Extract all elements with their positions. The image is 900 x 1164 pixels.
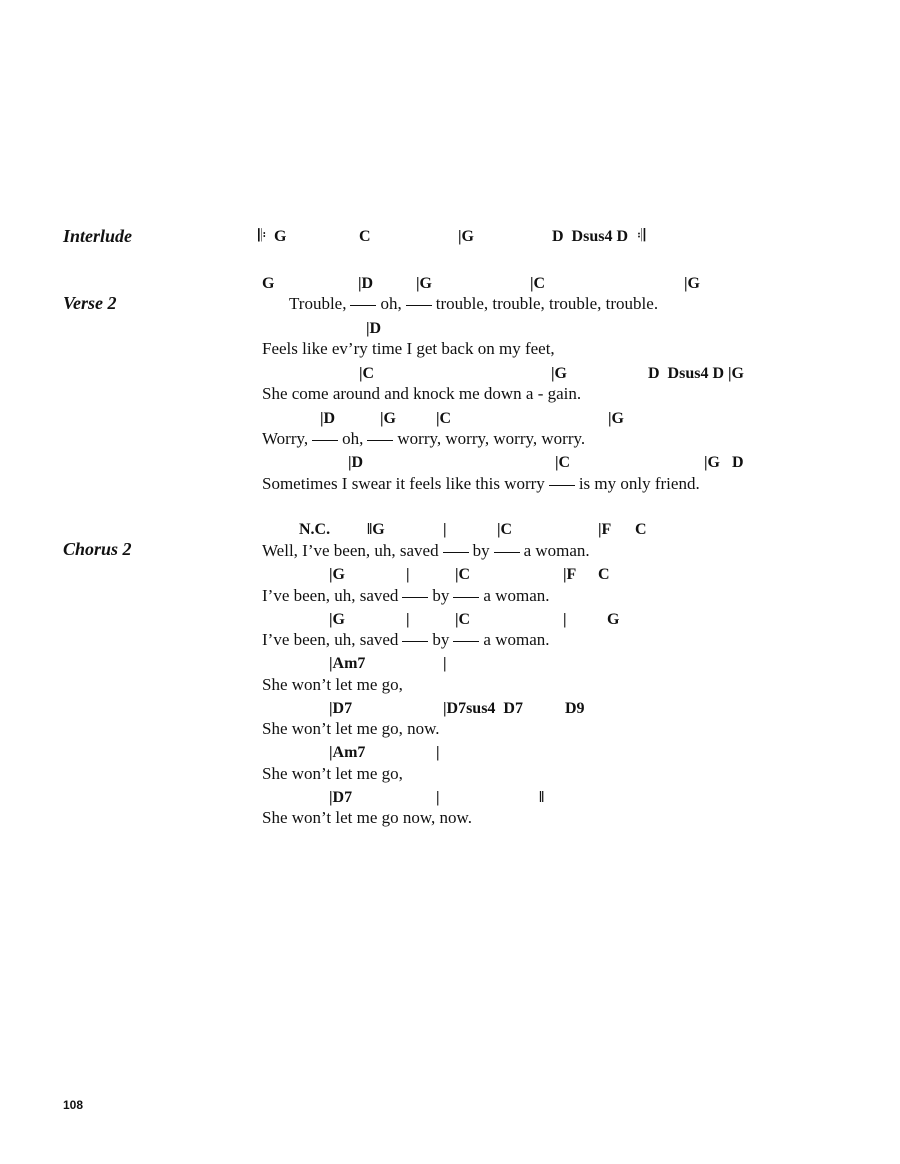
chord: |F	[598, 521, 612, 538]
chord: |D7	[329, 789, 353, 806]
chord: |G	[608, 410, 624, 427]
chord: |D7sus4 D7	[443, 700, 523, 717]
final-bar-line: ‖	[539, 789, 545, 806]
lyric-line: Sometimes I swear it feels like this worry is my only friend.	[262, 474, 700, 493]
chord: |G	[329, 611, 345, 628]
chord: |G	[684, 275, 700, 292]
bar-line: |	[443, 655, 447, 672]
chord: |D	[320, 410, 336, 427]
chord: |G	[416, 275, 432, 292]
chord: |G	[551, 365, 567, 382]
chord: C	[359, 228, 371, 245]
chord: C	[635, 521, 647, 538]
chord: |G D	[704, 454, 744, 471]
lyric-line: Worry, oh, worry, worry, worry, worry.	[262, 429, 586, 448]
lyric-line: She won’t let me go,	[262, 764, 403, 783]
chord: |G	[380, 410, 396, 427]
chord: |D7	[329, 700, 353, 717]
chord: |C	[530, 275, 546, 292]
lyric-line: I’ve been, uh, saved by a woman.	[262, 630, 550, 649]
bar-line: |	[436, 789, 440, 806]
chord: |F	[563, 566, 577, 583]
chord: D9	[565, 700, 585, 717]
chord: G	[607, 611, 620, 628]
lyric-line: She won’t let me go, now.	[262, 719, 440, 738]
section-label-chorus-2: Chorus 2	[63, 539, 132, 559]
lyric-line: Trouble, oh, trouble, trouble, trouble, trouble.	[289, 294, 659, 313]
chord: D Dsus4 D	[552, 228, 629, 245]
lyric-line: I’ve been, uh, saved by a woman.	[262, 586, 550, 605]
lyric-line: She won’t let me go,	[262, 675, 403, 694]
page-number: 108	[63, 1098, 84, 1112]
bar-line: |	[436, 744, 440, 761]
lyric-line: Feels like ev’ry time I get back on my feet,	[262, 339, 555, 358]
chord: |C	[555, 454, 571, 471]
chord: G	[262, 275, 275, 292]
chord: |G	[329, 566, 345, 583]
chord: |C	[359, 365, 375, 382]
chord: |Am7	[329, 744, 366, 761]
section-label-interlude: Interlude	[63, 226, 133, 246]
chord: |D	[348, 454, 364, 471]
chord: |Am7	[329, 655, 366, 672]
bar-line: |	[443, 521, 447, 538]
repeat-start-sign: 𝄆	[258, 226, 267, 245]
chord: N.C.	[299, 521, 331, 538]
lyric-line: She come around and knock me down a - gain.	[262, 384, 582, 403]
chord: D Dsus4 D |G	[648, 365, 744, 382]
chord: |D	[366, 320, 382, 337]
chord: |C	[455, 611, 471, 628]
chord: |C	[497, 521, 513, 538]
chord: |G	[458, 228, 474, 245]
lyric-line: Well, I’ve been, uh, saved by a woman.	[262, 541, 590, 560]
lyric-line: She won’t let me go now, now.	[262, 808, 472, 827]
chord: |D	[358, 275, 374, 292]
chord: C	[598, 566, 610, 583]
chord: ‖G	[367, 521, 385, 538]
bar-line: |	[406, 611, 410, 628]
chord: G	[274, 228, 287, 245]
bar-line: |	[406, 566, 410, 583]
chord: |C	[455, 566, 471, 583]
bar-line: |	[563, 611, 567, 628]
section-label-verse-2: Verse 2	[63, 293, 117, 313]
chord: |C	[436, 410, 452, 427]
repeat-end-sign: 𝄇	[637, 226, 646, 245]
